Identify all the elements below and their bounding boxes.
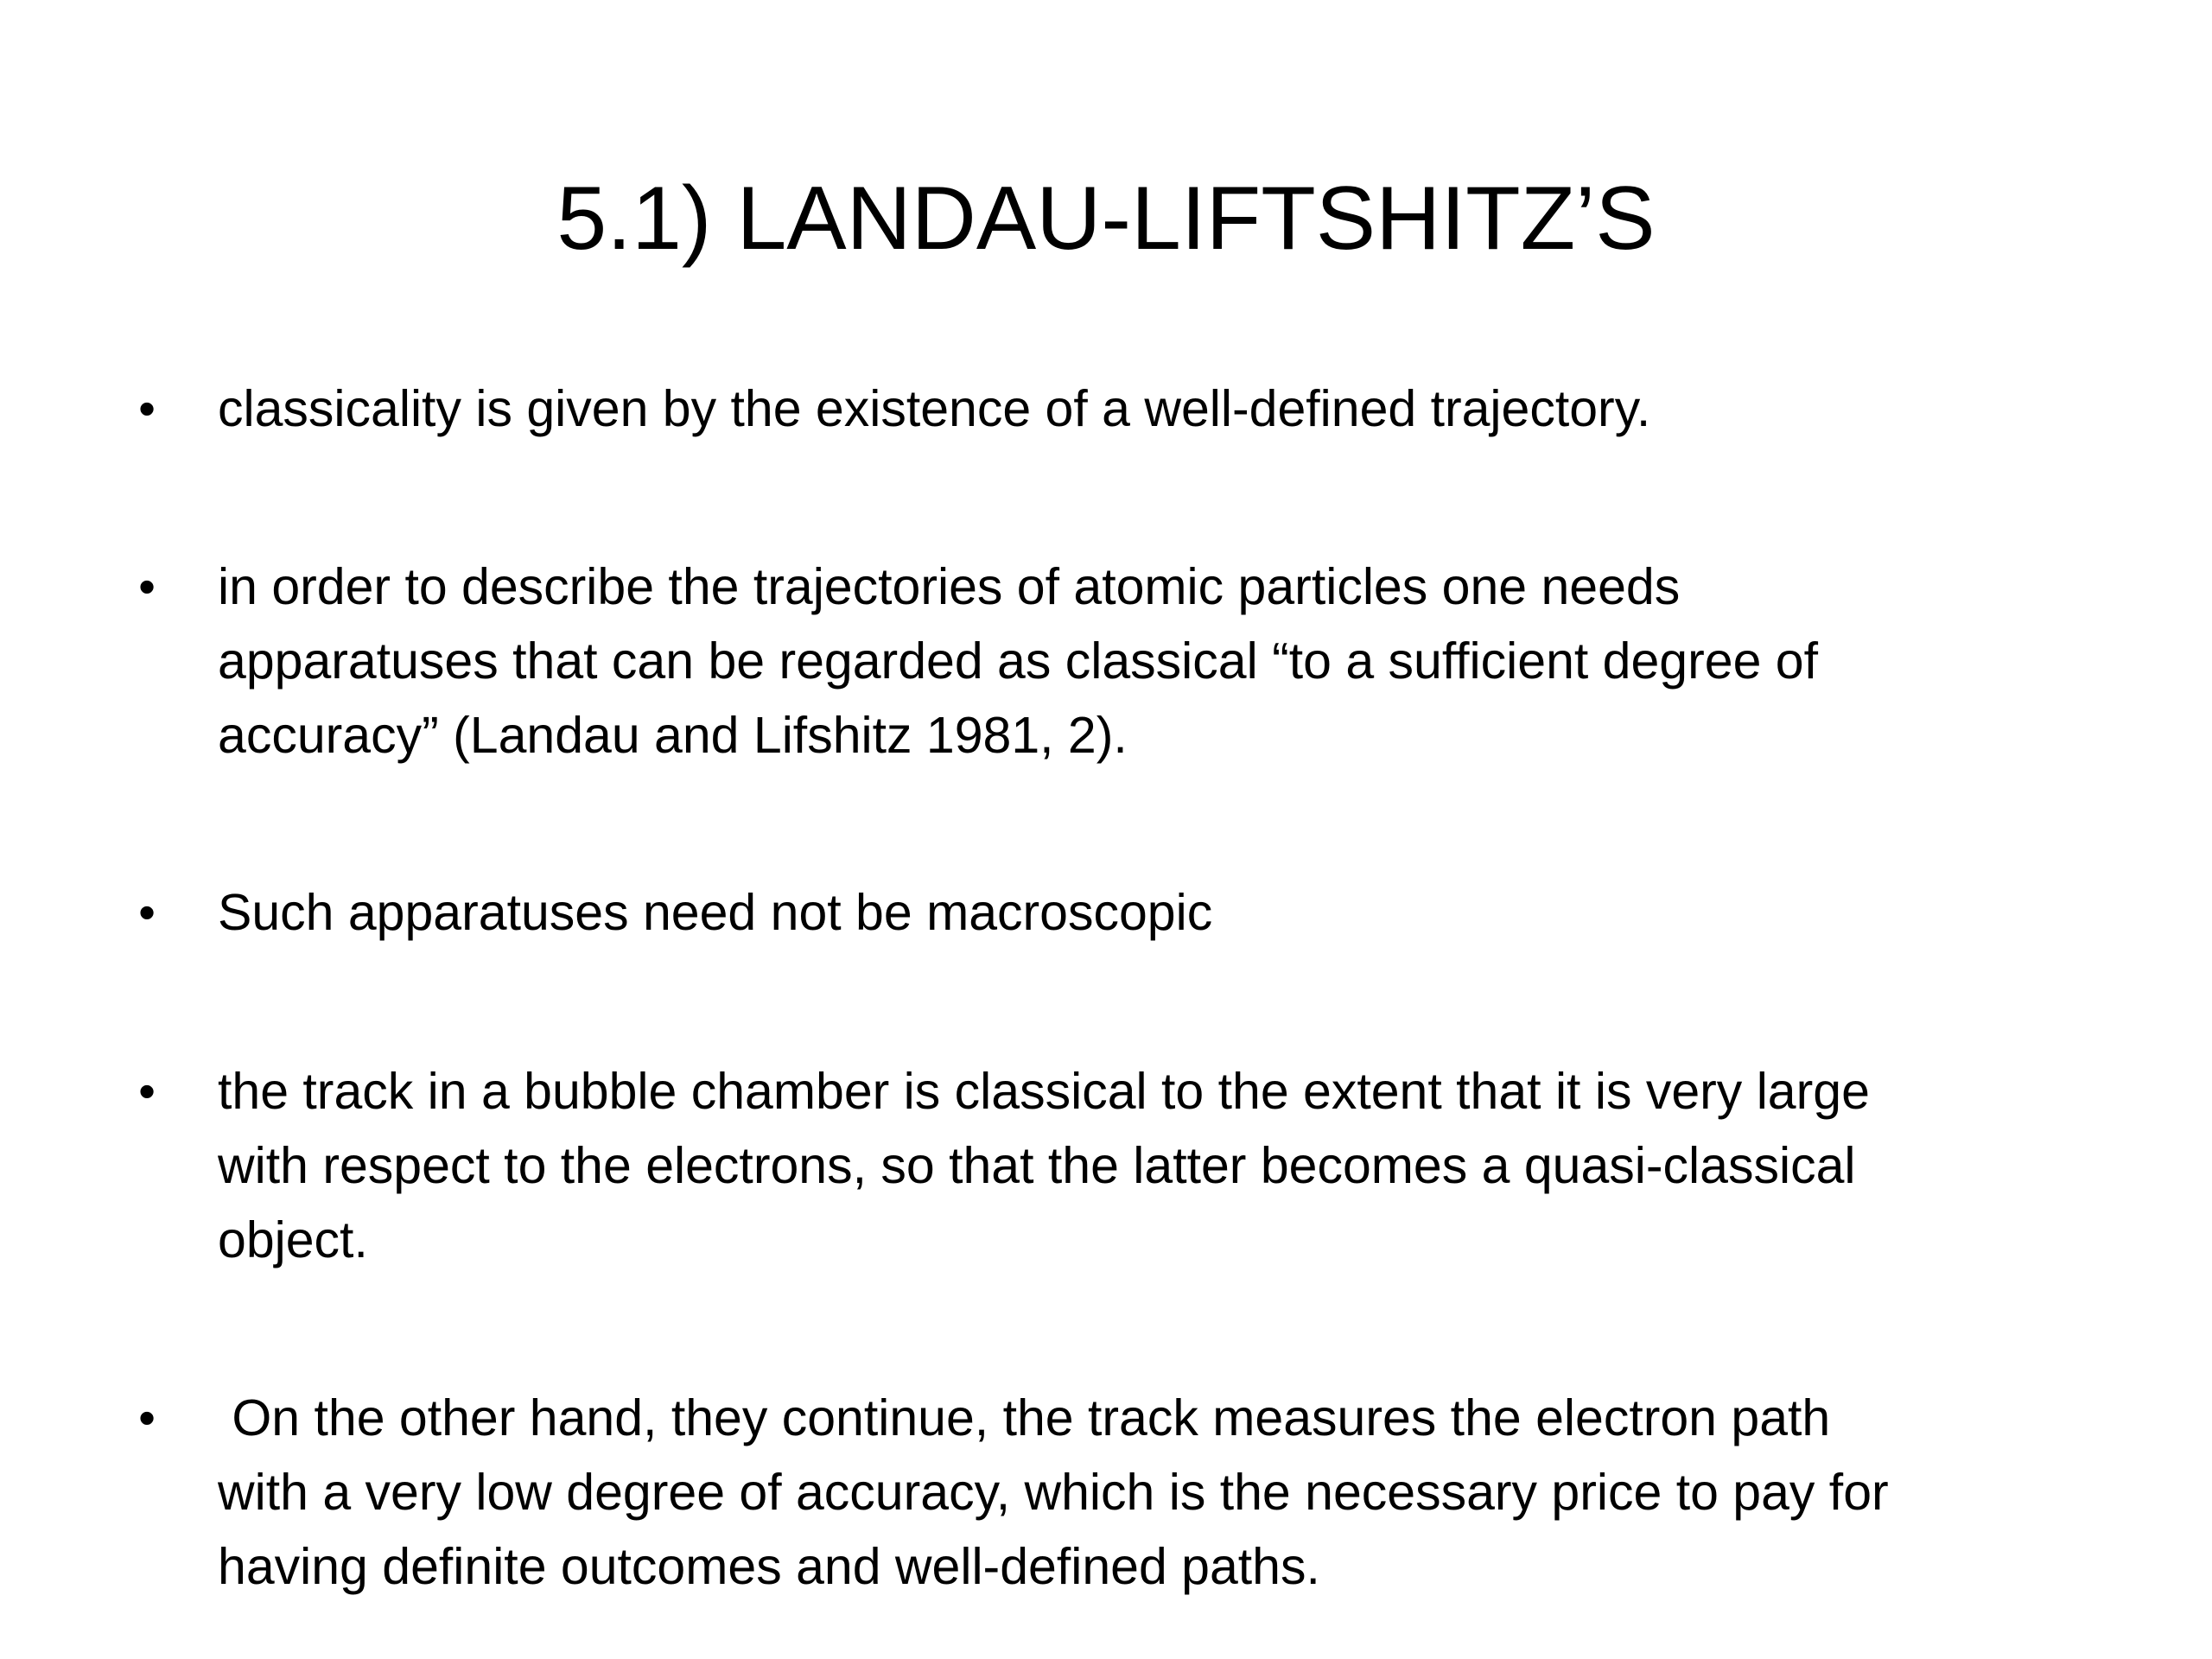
bullet-text: the track in a bubble chamber is classical to the extent that it is very large with respect to the electrons, so that the latter becomes a quasi-classical object. [218,1063,1870,1268]
bullet-icon: • [138,381,156,435]
bullet-icon: • [138,559,156,613]
bullet-text: On the other hand, they continue, the track measures the electron path with a very low degree of accuracy, which is the necessary price to pay for having definite outcomes and well-defined paths. [218,1389,1889,1595]
slide-title: 5.1) LANDAU-LIFTSHITZ’S [556,168,1656,269]
bullet-icon: • [138,1064,156,1118]
bullet-icon: • [138,1390,156,1445]
bullet-text: Such apparatuses need not be macroscopic [218,884,1213,941]
bullet-text: classicality is given by the existence of a well-defined trajectory. [218,380,1651,437]
bullet-icon: • [138,885,156,939]
bullet-text: in order to describe the trajectories of atomic particles one needs apparatuses that can be regarded as classical “to a sufficient degree of accuracy” (Landau and Lifshitz 1981, 2). [218,558,1818,764]
